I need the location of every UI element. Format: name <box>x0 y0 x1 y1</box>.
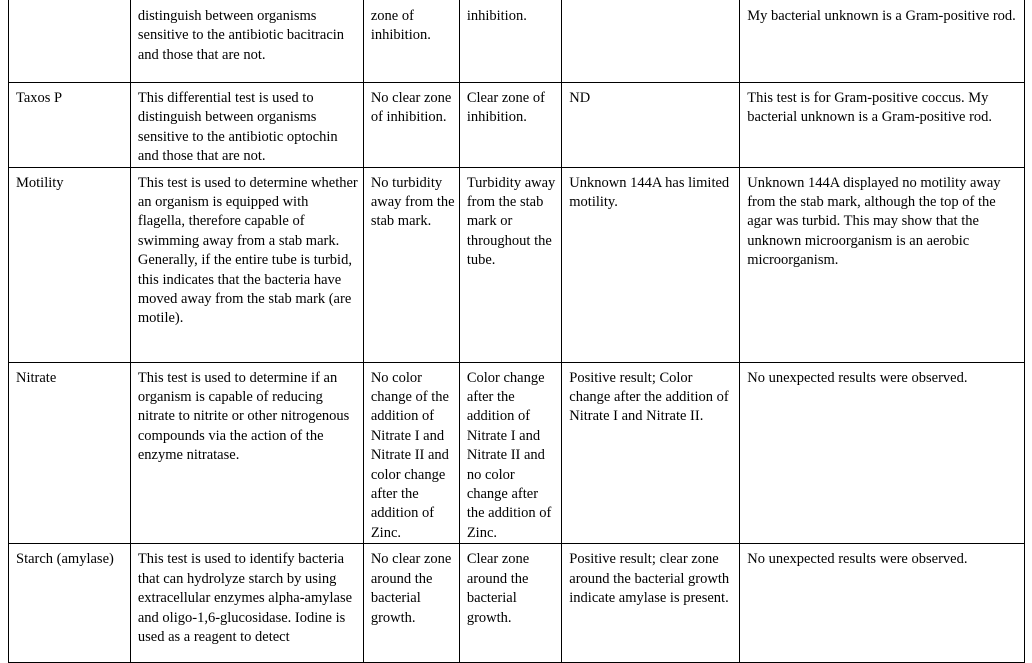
test-purpose-cell: This test is used to determine if an organism is capable of reducing nitrate to nitrite or other nitrogenous compounds via the action of the enzyme nitratase. <box>130 362 363 544</box>
test-purpose-cell: This differential test is used to distinguish between organisms sensitive to the antibiotic optochin and those that are not. <box>130 83 363 168</box>
negative-result-cell: No turbidity away from the stab mark. <box>363 167 459 362</box>
document-page <box>8 0 1025 663</box>
negative-result-cell: No clear zone of inhibition. <box>363 83 459 168</box>
negative-result-cell: No clear zone around the bacterial growth. <box>363 544 459 663</box>
notes-cell: My bacterial unknown is a Gram-positive rod. <box>740 0 1025 83</box>
table-row-bacitracin-continued <box>9 0 1025 83</box>
table-row-starch-amylase <box>9 544 1025 663</box>
test-purpose-cell: This test is used to determine whether an organism is equipped with flagella, therefore capable of swimming away from a stab mark. Generally, if the entire tube is turbid, this indicates that the bacteria have moved away from the stab mark (are motile). <box>130 167 363 362</box>
test-name-cell: Starch (amylase) <box>9 544 131 663</box>
test-purpose-cell: distinguish between organisms sensitive to the antibiotic bacitracin and those that are not. <box>130 0 363 83</box>
observed-result-cell: Unknown 144A has limited motility. <box>562 167 740 362</box>
test-name-cell: Motility <box>9 167 131 362</box>
table-row-taxos-p <box>9 83 1025 168</box>
table-row-nitrate <box>9 362 1025 544</box>
positive-result-cell: Color change after the addition of Nitrate I and Nitrate II and no color change after the addition of Zinc. <box>459 362 561 544</box>
positive-result-cell: Turbidity away from the stab mark or throughout the tube. <box>459 167 561 362</box>
notes-cell: Unknown 144A displayed no motility away from the stab mark, although the top of the agar was turbid. This may show that the unknown microorganism is an aerobic microorganism. <box>740 167 1025 362</box>
notes-cell: No unexpected results were observed. <box>740 362 1025 544</box>
observed-result-cell: Positive result; clear zone around the bacterial growth indicate amylase is present. <box>562 544 740 663</box>
observed-result-cell <box>562 0 740 83</box>
positive-result-cell: inhibition. <box>459 0 561 83</box>
notes-cell: No unexpected results were observed. <box>740 544 1025 663</box>
observed-result-cell: ND <box>562 83 740 168</box>
notes-cell: This test is for Gram-positive coccus. My bacterial unknown is a Gram-positive rod. <box>740 83 1025 168</box>
test-name-cell: Nitrate <box>9 362 131 544</box>
test-name-cell: Taxos P <box>9 83 131 168</box>
negative-result-cell: No color change of the addition of Nitrate I and Nitrate II and color change after the addition of Zinc. <box>363 362 459 544</box>
test-purpose-cell: This test is used to identify bacteria that can hydrolyze starch by using extracellular enzymes alpha-amylase and oligo-1,6-glucosidase. Iodine is used as a reagent to detect <box>130 544 363 663</box>
test-results-table <box>8 0 1025 663</box>
negative-result-cell: zone of inhibition. <box>363 0 459 83</box>
positive-result-cell: Clear zone of inhibition. <box>459 83 561 168</box>
positive-result-cell: Clear zone around the bacterial growth. <box>459 544 561 663</box>
observed-result-cell: Positive result; Color change after the addition of Nitrate I and Nitrate II. <box>562 362 740 544</box>
table-row-motility <box>9 167 1025 362</box>
test-name-cell <box>9 0 131 83</box>
